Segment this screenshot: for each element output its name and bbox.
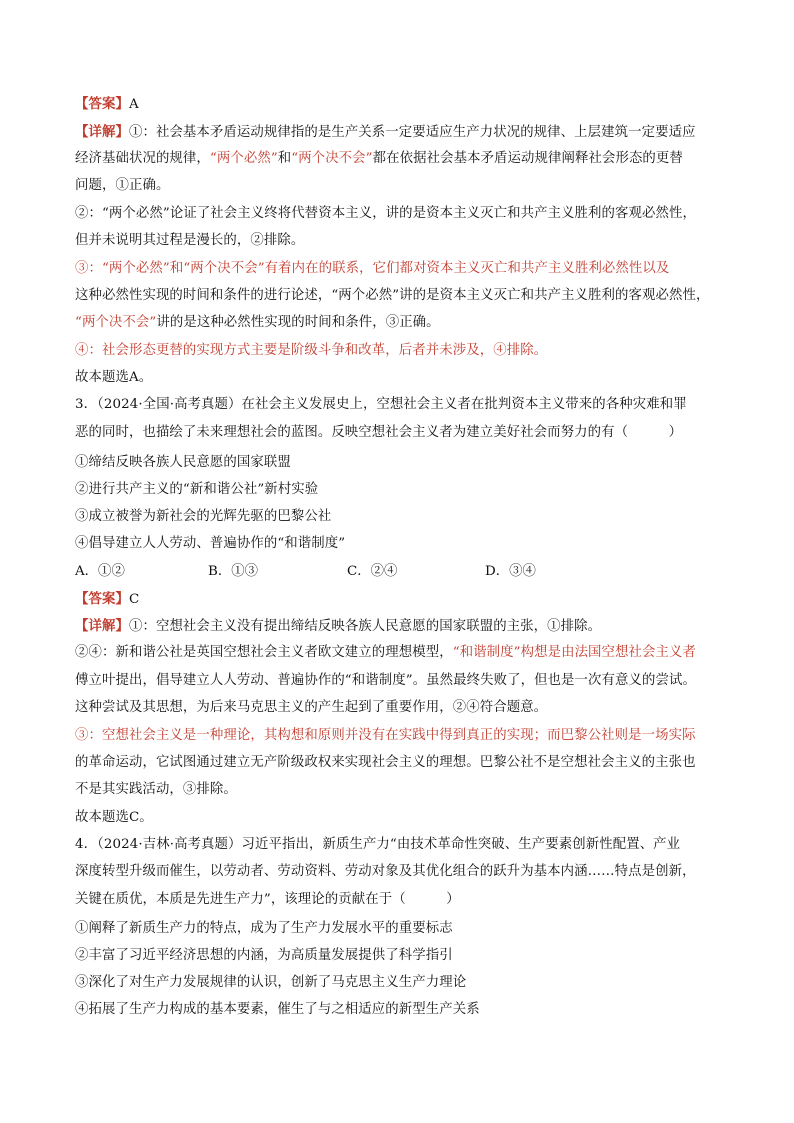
detail-line (75, 616, 601, 637)
detail-line: ④：社会形态更替的实现方式主要是阶级斗争和改革，后者并未涉及，④排除。 (75, 343, 548, 358)
answer-tag: 【答案】 (75, 96, 129, 112)
answer-value: C (128, 592, 140, 607)
detail-line (75, 122, 696, 143)
detail-text: ①：社会基本矛盾运动规律指的是生产关系一定要适应生产力状况的规律、上层建筑一定要适应 (128, 125, 696, 140)
detail-highlight: “两个必然” (209, 151, 278, 166)
detail-line (75, 313, 440, 333)
question-stem: 关键在质优，本质是先进生产力”，该理论的贡献在于（ ） (75, 892, 460, 907)
question-item: ①阐释了新质生产力的特点，成为了生产力发展水平的重要标志 (75, 921, 453, 936)
detail-line: 傅立叶提出，倡导建立人人劳动、普遍协作的“和谐制度”。虽然最终失败了，但也是一次有意义的尝试。 (75, 673, 696, 688)
option-c: C．②④ (347, 564, 398, 579)
detail-line: ③：“两个必然”和“两个决不会”有着内在的联系，它们都对资本主义灭亡和共产主义胜利必然性以及 (75, 261, 670, 276)
detail-text: 经济基础状况的规律， (75, 151, 210, 166)
detail-text: 和 (277, 151, 292, 166)
detail-line (75, 643, 696, 663)
detail-text: “两个必然”讲的是资本主义灭亡和共产主义胜利的客观必然性， (331, 288, 710, 303)
detail-line: 这种尝试及其思想，为后来马克思主义的产生起到了重要作用，②④符合题意。 (75, 700, 548, 715)
detail-line (75, 286, 709, 306)
detail-line: 问题，①正确。 (75, 178, 170, 193)
detail-line: ③：空想社会主义是一种理论，其构想和原则并没有在实践中得到真正的实现；而巴黎公社则是一场实际 (75, 728, 696, 743)
detail-text: 这种必然性实现的时间和条件的进行论述， (75, 288, 332, 303)
option-a: A．①② (75, 564, 125, 579)
detail-text: 讲的是这种必然性实现的时间和条件，③正确。 (156, 315, 440, 330)
question-stem: 3．（2024·全国·高考真题）在社会主义发展史上，空想社会主义者在批判资本主义带来的各种灾难和罪 (75, 397, 687, 412)
answer-value: A (128, 97, 139, 112)
question-item: ②丰富了习近平经济思想的内涵，为高质量发展提供了科学指引 (75, 948, 453, 963)
detail-text: 都在依据社会基本矛盾运动规律阐释社会形态的更替 (372, 151, 683, 166)
detail-tag: 【详解】 (75, 618, 129, 634)
detail-line: 的革命运动，它试图通过建立无产阶级政权来实现社会主义的理想。巴黎公社不是空想社会主义的主张也 (75, 755, 696, 770)
detail-highlight: “两个决不会” (75, 315, 157, 330)
detail-line: 不是其实践活动，③排除。 (75, 782, 237, 797)
question-stem: 恶的同时，也描绘了未来理想社会的蓝图。反映空想社会主义者为建立美好社会而努力的有（ ） (75, 425, 683, 440)
detail-line (75, 149, 683, 169)
question-item: ④拓展了生产力构成的基本要素，催生了与之相适应的新型生产关系 (75, 1002, 480, 1017)
detail-tag: 【详解】 (75, 124, 129, 140)
detail-highlight: “和谐制度”构想是由法国空想社会主义者 (452, 645, 696, 660)
question-stem: 深度转型升级而催生，以劳动者、劳动资料、劳动对象及其优化组合的跃升为基本内涵……特点是创新， (75, 864, 696, 879)
option-b: B．①③ (208, 564, 259, 579)
answer-line-q2 (75, 94, 139, 115)
detail-text: ①：空想社会主义没有提出缔结反映各族人民意愿的国家联盟的主张，①排除。 (128, 619, 602, 634)
conclusion: 故本题选A。 (75, 370, 153, 385)
conclusion: 故本题选C。 (75, 810, 153, 825)
answer-line-q3 (75, 589, 139, 610)
question-item: ④倡导建立人人劳动、普遍协作的“和谐制度” (75, 536, 346, 551)
detail-line: 但并未说明其过程是漫长的，②排除。 (75, 233, 305, 248)
question-stem: 4．（2024·吉林·高考真题）习近平指出，新质生产力“由技术革命性突破、生产要素创新性配置、产业 (75, 837, 681, 852)
detail-line: ②：“两个必然”论证了社会主义终将代替资本主义，讲的是资本主义灭亡和共产主义胜利的客观必然性， (75, 206, 696, 221)
question-item: ③成立被誉为新社会的光辉先驱的巴黎公社 (75, 509, 332, 524)
question-item: ①缔结反映各族人民意愿的国家联盟 (75, 455, 291, 470)
question-item: ③深化了对生产力发展规律的认识，创新了马克思主义生产力理论 (75, 975, 467, 990)
detail-text: ②④：新和谐公社是英国空想社会主义者欧文建立的理想模型， (75, 645, 453, 660)
answer-tag: 【答案】 (75, 591, 129, 607)
option-d: D．③④ (485, 564, 536, 579)
detail-highlight: “两个决不会” (291, 151, 373, 166)
question-item: ②进行共产主义的“新和谐公社”新村实验 (75, 482, 319, 497)
